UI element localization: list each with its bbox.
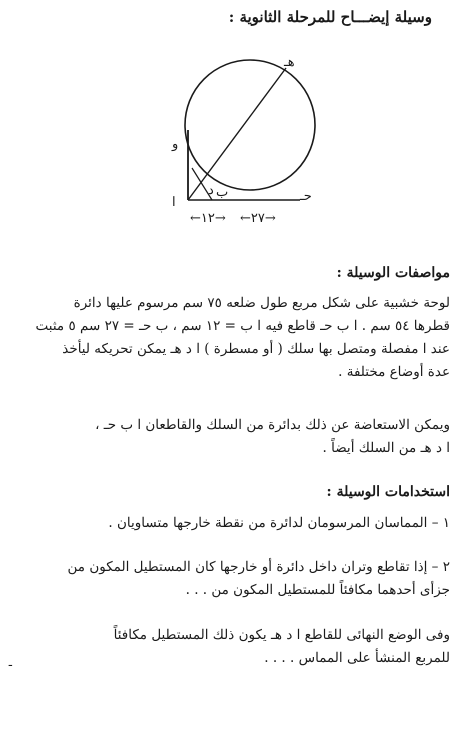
use-item-2-line: جزأى أحدهما مكافئاً للمستطيل المكون من . . . bbox=[185, 582, 450, 598]
use-item-2 bbox=[20, 556, 450, 602]
secant-adh-line bbox=[188, 68, 286, 200]
label-w: و bbox=[172, 137, 179, 152]
final-position-paragraph bbox=[20, 624, 450, 670]
use-item-1-text: ١ – المماسان المرسومان لدائرة من نقطة خارجها متساويان . bbox=[108, 515, 450, 531]
page-heading: وسيلة إيضـــاح للمرحلة الثانوية : bbox=[228, 8, 432, 26]
circle-secant-diagram bbox=[150, 50, 340, 240]
label-a: ا bbox=[172, 195, 176, 210]
dimension-bc: ←٢٧→ bbox=[240, 211, 276, 226]
label-d: د bbox=[208, 183, 214, 198]
final-line: للمربع المنشأ على المماس . . . . bbox=[264, 650, 450, 666]
circle-shape bbox=[185, 60, 315, 190]
alt-line: ويمكن الاستعاضة عن ذلك بدائرة من السلك والقاطعان ا ب حـ ، bbox=[95, 417, 450, 433]
label-b: ب bbox=[216, 185, 229, 200]
uses-title: استخدامات الوسيلة : bbox=[326, 484, 450, 500]
specs-line: لوحة خشبية على شكل مربع طول ضلعه ٧٥ سم مرسوم عليها دائرة bbox=[73, 295, 450, 311]
use-item-1 bbox=[20, 512, 450, 535]
label-c: حـ bbox=[300, 189, 312, 204]
specs-line: عند ا مفصلة ومتصل بها سلك ( أو مسطرة ) ا د هـ يمكن تحريكه ليأخذ bbox=[62, 341, 450, 357]
margin-mark: - bbox=[8, 657, 13, 673]
specs-line: قطرها ٥٤ سم . ا ب حـ قاطع فيه ا ب = ١٢ سم ، ب حـ = ٢٧ سم ٥ مثبت bbox=[35, 318, 450, 334]
specs-paragraph bbox=[20, 292, 450, 384]
final-line: وفى الوضع النهائى للقاطع ا د هـ يكون ذلك المستطيل مكافئاً bbox=[113, 627, 450, 643]
alt-line: ا د هـ من السلك أيضاً . bbox=[322, 440, 450, 456]
use-item-2-line: ٢ – إذا تقاطع وتران داخل دائرة أو خارجها كان المستطيل المكون من bbox=[67, 559, 450, 575]
specs-line: عدة أوضاع مختلفة . bbox=[338, 364, 450, 380]
dimension-ab: ←١٢→ bbox=[190, 211, 226, 226]
label-h: هـ bbox=[284, 55, 295, 70]
specs-title: مواصفات الوسيلة : bbox=[336, 265, 450, 281]
alternative-paragraph bbox=[20, 414, 450, 460]
